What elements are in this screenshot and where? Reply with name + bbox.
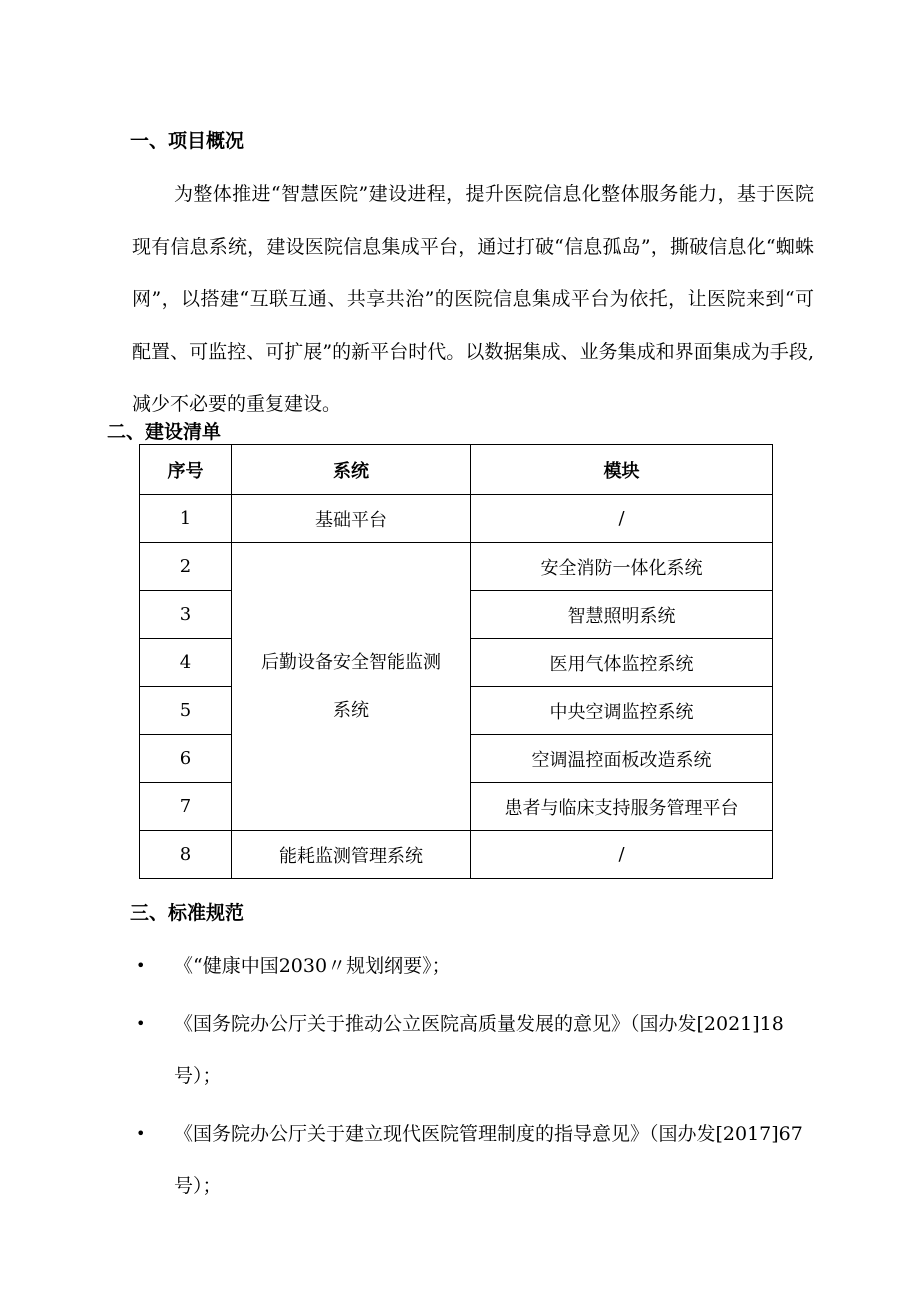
- cell-module: 空调温控面板改造系统: [471, 735, 773, 783]
- cell-no: 5: [140, 687, 232, 735]
- bullet-icon: •: [136, 956, 146, 975]
- standard-text: 《国务院办公厅关于建立现代医院管理制度的指导意见》（国办发[2017]67号）；: [174, 1123, 803, 1197]
- table-row: [140, 495, 773, 543]
- standard-text: 《“健康中国2030〃规划纲要》；: [174, 955, 451, 977]
- bullet-icon: •: [136, 1124, 146, 1143]
- section-heading-standards: 三、标准规范: [130, 902, 245, 924]
- cell-no: 8: [140, 831, 232, 879]
- list-item: [130, 1108, 830, 1212]
- cell-module: /: [471, 831, 773, 879]
- merged-system-line-2: 系统: [333, 699, 369, 721]
- header-no: 序号: [140, 445, 232, 495]
- header-system: 系统: [232, 445, 471, 495]
- overview-text: 为整体推进“智慧医院”建设进程，提升医院信息化整体服务能力，基于医院现有信息系统，建设医院信息集成平台，通过打破“信息孤岛”，撕破信息化“蜘蛛网”，以搭建“互联互通、共享共治”的医院信息集成平台为依托，让医院来到“可配置、可监控、可扩展”的新平台时代。以数据集成、业务集成和界面集成为手段,减少不必要的重复建设。: [132, 183, 814, 415]
- cell-module: 中央空调监控系统: [471, 687, 773, 735]
- cell-system: 能耗监测管理系统: [232, 831, 471, 879]
- list-item: [130, 998, 830, 1102]
- header-module: 模块: [471, 445, 773, 495]
- cell-system-merged: [232, 543, 471, 831]
- bullet-icon: •: [136, 1014, 146, 1033]
- table-row: [140, 831, 773, 879]
- section-heading-overview: 一、项目概况: [130, 130, 245, 152]
- overview-paragraph: [132, 168, 814, 431]
- cell-no: 7: [140, 783, 232, 831]
- merged-system-line-1: 后勤设备安全智能监测: [261, 651, 441, 673]
- standards-list: [130, 940, 830, 1218]
- cell-module: /: [471, 495, 773, 543]
- table-header-row: [140, 445, 773, 495]
- cell-module: 安全消防一体化系统: [471, 543, 773, 591]
- cell-no: 1: [140, 495, 232, 543]
- section-heading-build-list: 二、建设清单: [107, 421, 222, 443]
- table-row: [140, 543, 773, 591]
- build-list-table: [139, 444, 773, 879]
- cell-module: 智慧照明系统: [471, 591, 773, 639]
- cell-no: 4: [140, 639, 232, 687]
- standard-text: 《国务院办公厅关于推动公立医院高质量发展的意见》（国办发[2021]18号）；: [174, 1013, 784, 1087]
- cell-no: 6: [140, 735, 232, 783]
- cell-no: 2: [140, 543, 232, 591]
- cell-system: 基础平台: [232, 495, 471, 543]
- list-item: [130, 940, 830, 992]
- cell-module: 患者与临床支持服务管理平台: [471, 783, 773, 831]
- cell-no: 3: [140, 591, 232, 639]
- cell-module: 医用气体监控系统: [471, 639, 773, 687]
